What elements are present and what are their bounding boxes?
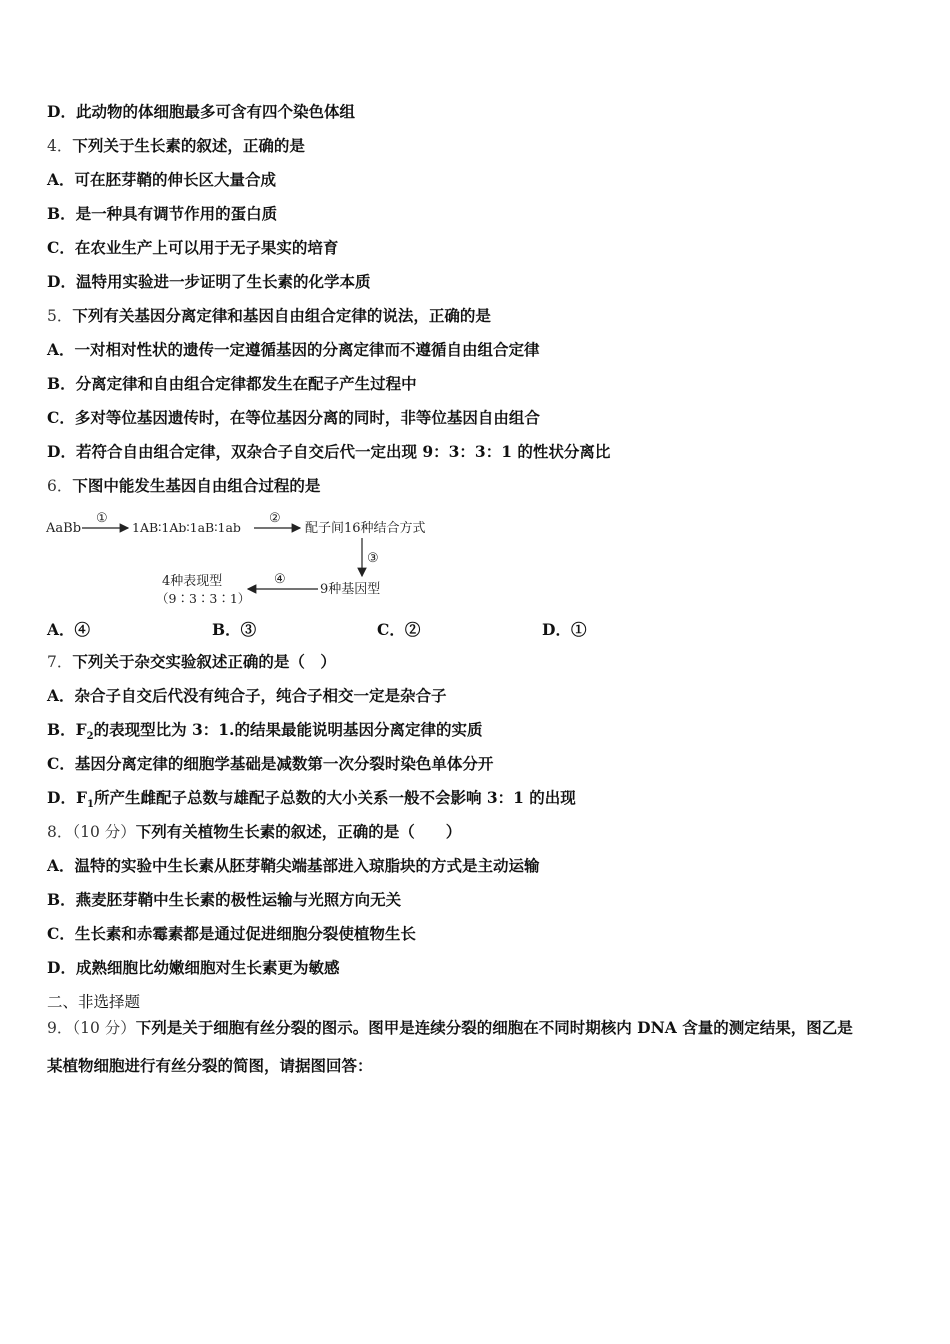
option-text: 温特的实验中生长素从胚芽鞘尖端基部进入琼脂块的方式是主动运输 [74, 856, 540, 875]
option-letter: D． [47, 272, 76, 291]
q4-option-c [47, 238, 338, 258]
option-letter: D． [542, 620, 571, 639]
question-text: 下列是关于细胞有丝分裂的图示。图甲是连续分裂的细胞在不同时期核内 DNA 含量的测定结果，图乙是 [135, 1018, 853, 1037]
question-score: （10 分） [72, 1019, 136, 1037]
option-text: ③ [240, 620, 257, 639]
option-letter: B． [212, 620, 241, 639]
option-letter: C． [47, 754, 75, 773]
q9-line-2: 某植物细胞进行有丝分裂的简图，请据图回答： [47, 1056, 373, 1075]
option-letter: B． [47, 890, 76, 909]
option-letter: D． [47, 442, 76, 461]
q4-option-d [47, 272, 370, 292]
q8-option-a [47, 856, 540, 876]
option-letter: B． [47, 374, 76, 393]
question-number: 5． [47, 307, 73, 325]
q7-option-d [47, 788, 576, 815]
q3-option-d [47, 102, 355, 122]
q9-line-1 [47, 1018, 853, 1038]
q6-option-b [212, 618, 256, 640]
option-text: ① [570, 620, 587, 639]
option-letter: B． [47, 720, 76, 739]
q7-stem [47, 652, 336, 672]
q6-stem [47, 476, 320, 496]
diagram-combinations: 配子间16种结合方式 [305, 521, 426, 536]
option-letter: A． [47, 686, 75, 705]
question-number: 8． [47, 823, 73, 841]
question-text: 下图中能发生基因自由组合过程的是 [72, 476, 321, 495]
option-letter: A． [47, 340, 75, 359]
q6-option-d [542, 618, 586, 640]
option-letter: C． [47, 924, 75, 943]
generation-symbol: F [75, 720, 87, 739]
question-number: 7． [47, 653, 73, 671]
option-letter: D． [47, 102, 76, 121]
q8-option-b [47, 890, 401, 910]
option-letter: D． [47, 958, 76, 977]
q8-option-c [47, 924, 416, 944]
q5-option-c [47, 408, 540, 428]
q6-option-c [377, 618, 420, 640]
option-text: 所产生雌配子总数与雄配子总数的大小关系一般不会影响 3：1 的出现 [93, 788, 576, 807]
q7-option-b [47, 720, 482, 747]
option-letter: B． [47, 204, 76, 223]
q7-option-a [47, 686, 447, 706]
q6-options [47, 618, 747, 640]
diagram-genotypes: 9种基因型 [320, 582, 381, 597]
option-text: 温特用实验进一步证明了生长素的化学本质 [75, 272, 371, 291]
q4-stem [47, 136, 305, 156]
q5-option-a [47, 340, 540, 360]
option-letter: D． [47, 788, 76, 807]
option-text: 可在胚芽鞘的伸长区大量合成 [74, 170, 277, 189]
option-text: 杂合子自交后代没有纯合子，纯合子相交一定是杂合子 [74, 686, 447, 705]
option-text: 多对等位基因遗传时，在等位基因分离的同时，非等位基因自由组合 [74, 408, 540, 427]
generation-symbol: F [75, 788, 87, 807]
question-score: （10 分） [72, 823, 136, 841]
option-text: ② [404, 620, 421, 639]
option-text: 若符合自由组合定律，双杂合子自交后代一定出现 9：3：3：1 的性状分离比 [75, 442, 611, 461]
question-number: 9． [47, 1019, 73, 1037]
q7-option-c [47, 754, 493, 774]
option-letter: C． [47, 238, 75, 257]
step-label-3: ③ [367, 551, 379, 566]
q8-stem [47, 822, 461, 842]
diagram-phenotypes: 4种表现型 [162, 574, 223, 589]
q6-option-a [47, 618, 90, 640]
option-letter: C． [377, 620, 405, 639]
option-text: 是一种具有调节作用的蛋白质 [75, 204, 278, 223]
option-letter: A． [47, 620, 75, 639]
option-text: ④ [74, 620, 91, 639]
generation-subscript: 2 [86, 731, 94, 743]
gene-combination-diagram [44, 508, 464, 608]
question-text: 下列有关植物生长素的叙述，正确的是（ ） [135, 822, 462, 841]
q5-option-d [47, 442, 610, 462]
generation-subscript: 1 [86, 799, 94, 811]
q8-option-d [47, 958, 339, 978]
option-text: 燕麦胚芽鞘中生长素的极性运输与光照方向无关 [75, 890, 402, 909]
option-text: 一对相对性状的遗传一定遵循基因的分离定律而不遵循自由组合定律 [74, 340, 540, 359]
question-text: 下列关于生长素的叙述，正确的是 [72, 136, 305, 155]
question-number: 4． [47, 137, 73, 155]
option-text: 生长素和赤霉素都是通过促进细胞分裂使植物生长 [74, 924, 416, 943]
q5-option-b [47, 374, 417, 394]
option-text: 成熟细胞比幼嫩细胞对生长素更为敏感 [75, 958, 340, 977]
diagram-start: AaBb [46, 521, 82, 536]
step-label-2: ② [269, 511, 281, 526]
option-letter: A． [47, 170, 75, 189]
q5-stem [47, 306, 491, 326]
question-number: 6． [47, 477, 73, 495]
step-label-1: ① [96, 511, 108, 526]
option-text: 的表现型比为 3：1.的结果最能说明基因分离定律的实质 [93, 720, 483, 739]
option-text: 在农业生产上可以用于无子果实的培育 [74, 238, 339, 257]
option-text: 分离定律和自由组合定律都发生在配子产生过程中 [75, 374, 417, 393]
step-label-4: ④ [274, 572, 286, 587]
question-text: 下列关于杂交实验叙述正确的是（ ） [72, 652, 336, 671]
diagram-gametes: 1AB∶1Ab∶1aB∶1ab [132, 520, 241, 535]
diagram-ratio: （9∶3∶3∶1） [156, 591, 251, 606]
question-text: 下列有关基因分离定律和基因自由组合定律的说法，正确的是 [72, 306, 491, 325]
q4-option-a [47, 170, 276, 190]
section-title: 二、非选择题 [47, 993, 141, 1011]
q4-option-b [47, 204, 277, 224]
option-letter: C． [47, 408, 75, 427]
option-text: 此动物的体细胞最多可含有四个染色体组 [75, 102, 355, 121]
option-text: 基因分离定律的细胞学基础是减数第一次分裂时染色单体分开 [74, 754, 494, 773]
option-letter: A． [47, 856, 75, 875]
